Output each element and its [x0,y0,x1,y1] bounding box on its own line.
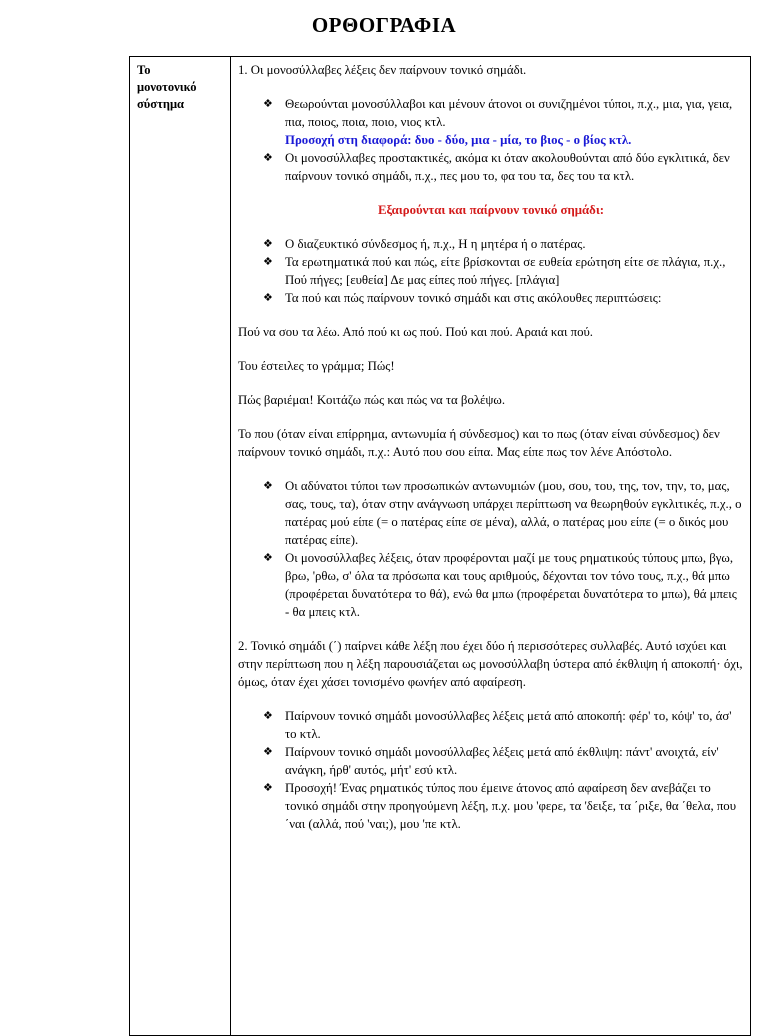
list-item [238,743,744,779]
list-item [238,235,744,253]
diamond-bullet-icon: ❖ [263,292,273,304]
list-item-text: Ο διαζευκτικό σύνδεσμος ή, π.χ., Η η μητέρα ή ο πατέρας. [285,237,586,251]
bullet-list-4 [238,707,744,833]
diamond-bullet-icon: ❖ [263,480,273,492]
list-item-text: Τα πού και πώς παίρνουν τονικό σημάδι και στις ακόλουθες περιπτώσεις: [285,291,662,305]
list-item [238,253,744,289]
list-item-text: Θεωρούνται μονοσύλλαβοι και μένουν άτονοι οι συνιζημένοι τύποι, π.χ., μια, για, γεια, πια, ποιος, ποια, ποιο, νιος κτλ. [285,97,733,129]
example-paragraph: Του έστειλες το γράμμα; Πώς! [238,359,395,373]
diamond-bullet-icon: ❖ [263,782,273,794]
list-item-text: Οι μονοσύλλαβες λέξεις, όταν προφέρονται μαζί με τους ρηματικούς τύπους μπω, βγω, βρω, 'ρθω, σ' όλα τα πρόσωπα και τους αριθμούς, δέχονται τον τόνο τους, π.χ., θά μπω (προφέρεται δυνατότερα το θά), ενώ θα μπω (προφέρεται δυνατότερα το μπω), θά μπεις - θα μπεις κτλ. [285,551,737,619]
diamond-bullet-icon: ❖ [263,710,273,722]
bullet-list-3 [238,477,744,621]
rule-2-text: 2. Τονικό σημάδι (΄) παίρνει κάθε λέξη που έχει δύο ή περισσότερες συλλαβές. Αυτό ισχύει και στην περίπτωση που η λέξη παρουσιάζεται ως μονοσύλλαβη ύστερα από έκθλιψη ή αποκοπή· όχι, όμως, όταν έχει χάσει τονισμένο φωνήεν από αφαίρεση. [238,639,743,689]
row-heading-line: Το [137,63,151,77]
example-paragraph: Πού να σου τα λέω. Από πού κι ως πού. Πού και πού. Αραιά και πού. [238,325,594,339]
exceptions-heading: Εξαιρούνται και παίρνουν τονικό σημάδι: [377,203,605,217]
row-content [238,61,744,833]
list-item-text: Οι μονοσύλλαβες προστακτικές, ακόμα κι όταν ακολουθούνται από δύο εγκλιτικά, δεν παίρνουν τονικό σημάδι, π.χ., πες μου το, φα του τα, δες του τα κτλ. [285,151,730,183]
list-item [238,549,744,621]
row-heading-line: σύστημα [137,97,185,111]
diamond-bullet-icon: ❖ [263,98,273,110]
page-title: ΟΡΘΟΓΡΑΦΙΑ [311,13,457,37]
bullet-list-1 [238,95,744,185]
diamond-bullet-icon: ❖ [263,552,273,564]
list-item [238,477,744,549]
list-item-text: Τα ερωτηματικά πού και πώς, είτε βρίσκονται σε ευθεία ερώτηση είτε σε πλάγια, π.χ., Πού πήγες; [ευθεία] Δε μας είπες πού πήγες. [πλάγια] [285,255,726,287]
example-paragraph: Το που (όταν είναι επίρρημα, αντωνυμία ή σύνδεσμος) και το πως (όταν είναι σύνδεσμος) δεν παίρνουν τονικό σημάδι, π.χ.: Αυτό που σου είπα. Μας είπε πως τον λένε Απόστολο. [238,427,720,459]
diamond-bullet-icon: ❖ [263,256,273,268]
diamond-bullet-icon: ❖ [263,238,273,250]
list-item-text: Οι αδύνατοι τύποι των προσωπικών αντωνυμιών (μου, σου, του, της, τον, την, το, μας, σας, τους, τα), όταν στην ανάγνωση υπάρχει περίπτωση να θεωρηθούν εγκλιτικές, π.χ., ο πατέρας μού είπε (= ο πατέρας είπε σε μένα), αλλά, ο πατέρας μου είπε (= ο δικός μου πατέρας είπε). [285,479,742,547]
column-divider [230,56,231,1036]
list-item [238,95,744,149]
bullet-list-2 [238,235,744,307]
diamond-bullet-icon: ❖ [263,746,273,758]
list-item-text: Παίρνουν τονικό σημάδι μονοσύλλαβες λέξεις μετά από αποκοπή: φέρ' το, κόψ' το, άσ' το κτλ. [285,709,732,741]
list-item [238,149,744,185]
list-item [238,707,744,743]
diamond-bullet-icon: ❖ [263,152,273,164]
list-item [238,779,744,833]
row-heading-line: μονοτονικό [137,80,197,94]
list-item-text: Παίρνουν τονικό σημάδι μονοσύλλαβες λέξεις μετά από έκθλιψη: πάντ' ανοιχτά, είν' ανάγκη, ήρθ' αυτός, μήτ' εσύ κτλ. [285,745,719,777]
list-item-text: Προσοχή! Ένας ρηματικός τύπος που έμεινε άτονος από αφαίρεση δεν ανεβάζει το τονικό σημάδι στην προηγούμενη λέξη, π.χ. μου 'φερε, τα 'δειξε, τα ΄ριξε, θα ΄θελα, που ΄ναι (αλλά, πού 'ναι;), μου 'πε κτλ. [285,781,737,831]
attention-note: Προσοχή στη διαφορά: δυο - δύο, μια - μία, το βιος - ο βίος κτλ. [285,133,632,147]
rule-1-text: 1. Οι μονοσύλλαβες λέξεις δεν παίρνουν τονικό σημάδι. [238,63,527,77]
example-paragraph: Πώς βαριέμαι! Κοιτάζω πώς και πώς να τα βολέψω. [238,393,506,407]
list-item [238,289,744,307]
row-heading [137,62,225,113]
